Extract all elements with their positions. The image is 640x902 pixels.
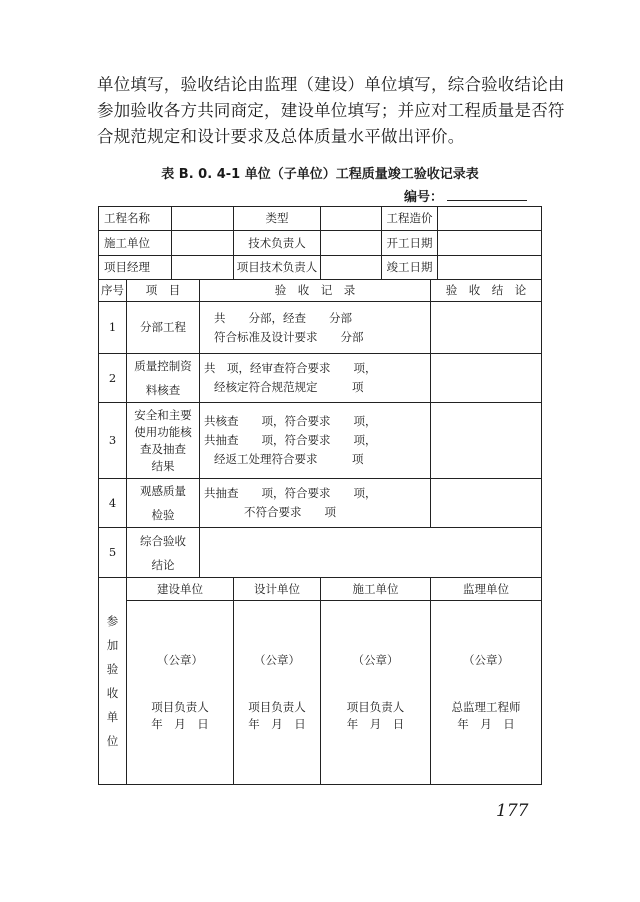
- header-row-2: [99, 231, 542, 256]
- column-header-row: [99, 280, 542, 302]
- table-row: [99, 528, 542, 578]
- row-item: 安全和主要 使用功能核 查及抽查 结果: [127, 403, 200, 479]
- header-row-1: [99, 207, 542, 231]
- unit-name-builder: 施工单位: [321, 578, 431, 601]
- project-name-value: [172, 207, 234, 231]
- participants-vertical-label: 参 加 验 收 单 位: [99, 578, 127, 785]
- start-date-label: 开工日期: [382, 231, 438, 256]
- serial-label: 编号：: [404, 190, 444, 205]
- row-conclusion: [431, 403, 542, 479]
- col-record-header: 验 收 记 录: [200, 280, 431, 302]
- table-row: [99, 403, 542, 479]
- row-item: 质量控制资 料核查: [127, 354, 200, 403]
- project-tech-lead-label: 项目技术负责人: [234, 256, 321, 280]
- date-text: 年 月 日: [248, 717, 306, 731]
- end-date-value: [438, 256, 542, 280]
- construction-unit-label: 施工单位: [99, 231, 172, 256]
- participant-header-row: [99, 578, 542, 601]
- signer-text: 总监理工程师: [451, 700, 521, 714]
- unit-sign-cell: [431, 601, 542, 785]
- seal-text: （公章）: [352, 653, 399, 667]
- cost-value: [438, 207, 542, 231]
- table-caption: 表 B. 0. 4-1 单位（子单位）工程质量竣工验收记录表: [161, 167, 479, 182]
- header-row-3: [99, 256, 542, 280]
- intro-paragraph: [97, 72, 565, 150]
- project-name-label: 工程名称: [99, 207, 172, 231]
- intro-line: 参加验收各方共同商定，建设单位填写；并应对工程质量是否符: [97, 101, 565, 120]
- unit-sign-cell: [127, 601, 234, 785]
- table-row: [99, 354, 542, 403]
- comprehensive-conclusion-value: [200, 528, 542, 578]
- col-no-header: 序号: [99, 280, 127, 302]
- row-conclusion: [431, 354, 542, 403]
- construction-unit-value: [172, 231, 234, 256]
- seal-text: （公章）: [157, 653, 203, 667]
- col-conclusion-header: 验 收 结 论: [431, 280, 542, 302]
- row-no: 4: [99, 479, 127, 528]
- intro-line: 合规范规定和设计要求及总体质量水平做出评价。: [97, 127, 465, 146]
- signer-text: 项目负责人: [248, 700, 306, 714]
- date-text: 年 月 日: [457, 717, 515, 731]
- project-manager-value: [172, 256, 234, 280]
- row-record: 共 分部，经查 分部 符合标准及设计要求 分部: [200, 302, 431, 354]
- col-item-header: 项 目: [127, 280, 200, 302]
- unit-sign-cell: [234, 601, 321, 785]
- tech-lead-value: [321, 231, 382, 256]
- serial-number-field: [404, 186, 527, 205]
- row-record: 共核查 项，符合要求 项， 共抽查 项，符合要求 项， 经返工处理符合要求 项: [200, 403, 431, 479]
- row-no: 1: [99, 302, 127, 354]
- signer-text: 项目负责人: [151, 700, 209, 714]
- unit-name-design: 设计单位: [234, 578, 321, 601]
- seal-text: （公章）: [463, 653, 509, 667]
- row-item: 分部工程: [127, 302, 200, 354]
- unit-sign-cell: [321, 601, 431, 785]
- row-no: 5: [99, 528, 127, 578]
- seal-text: （公章）: [254, 653, 300, 667]
- signer-text: 项目负责人: [346, 700, 405, 714]
- tech-lead-label: 技术负责人: [234, 231, 321, 256]
- start-date-value: [438, 231, 542, 256]
- type-label: 类型: [234, 207, 321, 231]
- row-record: 共抽查 项，符合要求 项， 不符合要求 项: [200, 479, 431, 528]
- row-no: 3: [99, 403, 127, 479]
- page-number: 177: [496, 801, 529, 821]
- type-value: [321, 207, 382, 231]
- row-item: 观感质量 检验: [127, 479, 200, 528]
- row-conclusion: [431, 479, 542, 528]
- row-conclusion: [431, 302, 542, 354]
- unit-name-supervision: 监理单位: [431, 578, 542, 601]
- end-date-label: 竣工日期: [382, 256, 438, 280]
- project-tech-lead-value: [321, 256, 382, 280]
- unit-name-construction: 建设单位: [127, 578, 234, 601]
- cost-label: 工程造价: [382, 207, 438, 231]
- participant-sign-row: [99, 601, 542, 785]
- table-row: [99, 479, 542, 528]
- serial-blank-line: [447, 188, 527, 201]
- table-row: [99, 302, 542, 354]
- row-item: 综合验收 结论: [127, 528, 200, 578]
- row-no: 2: [99, 354, 127, 403]
- row-record: 共 项，经审查符合要求 项， 经核定符合规范规定 项: [200, 354, 431, 403]
- date-text: 年 月 日: [151, 717, 209, 731]
- intro-line: 单位填写，验收结论由监理（建设）单位填写，综合验收结论由: [97, 75, 565, 94]
- project-manager-label: 项目经理: [99, 256, 172, 280]
- acceptance-record-table: [98, 206, 542, 785]
- date-text: 年 月 日: [346, 717, 405, 731]
